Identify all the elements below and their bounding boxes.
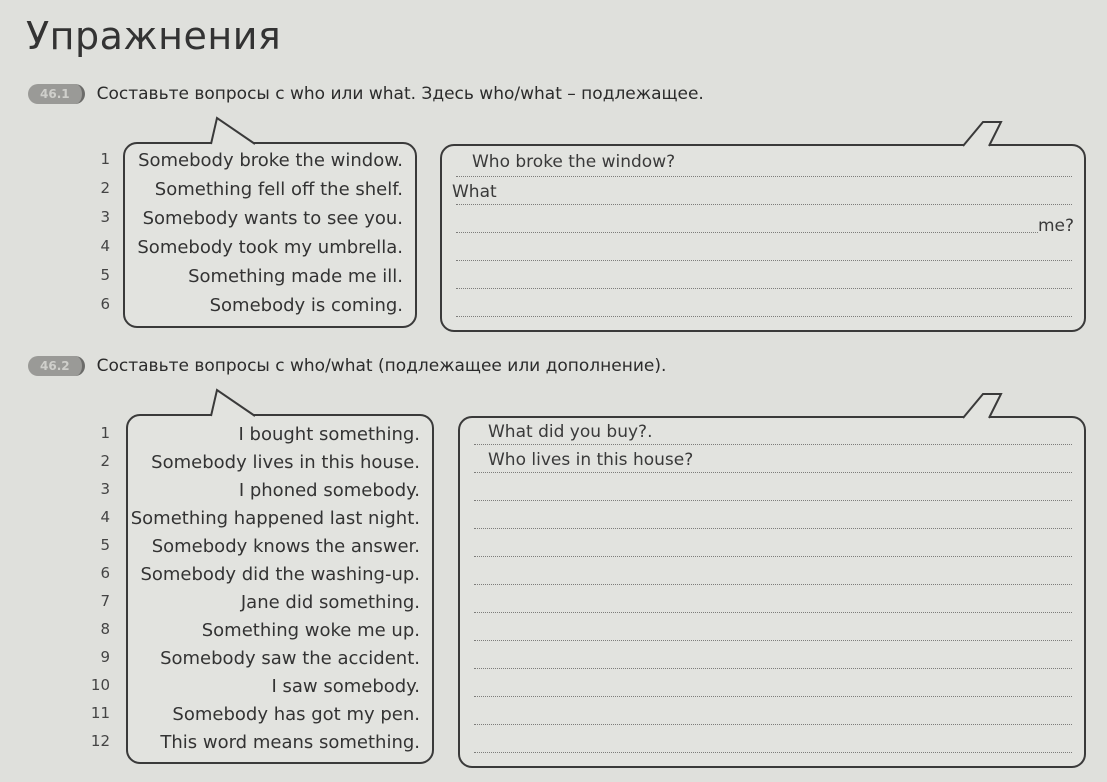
- answer-text: me?: [1038, 216, 1078, 236]
- answer-line[interactable]: [456, 176, 1072, 177]
- sentence: This word means something.: [160, 732, 420, 753]
- exercise-1-header: [28, 80, 704, 108]
- sentence: I bought something.: [238, 424, 420, 445]
- item-number: 2: [100, 179, 110, 197]
- exercise-2-answer-bubble: [458, 416, 1086, 768]
- answer-text: Who lives in this house?: [488, 450, 697, 470]
- item-number: 3: [100, 208, 110, 226]
- sentence: Somebody broke the window.: [138, 150, 403, 171]
- item-number: 4: [100, 508, 110, 526]
- sentence: Something woke me up.: [201, 620, 420, 641]
- sentence: I saw somebody.: [271, 676, 420, 697]
- item-number: 9: [100, 648, 110, 666]
- item-number: 8: [100, 620, 110, 638]
- answer-line[interactable]: [474, 472, 1072, 473]
- exercise-2-badge: 46.2: [28, 356, 85, 376]
- item-number: 5: [100, 266, 110, 284]
- exercise-2-header: [28, 352, 666, 380]
- speech-tail-icon: [955, 388, 1005, 420]
- sentence: Something made me ill.: [188, 266, 403, 287]
- answer-line[interactable]: [474, 612, 1072, 613]
- answer-line[interactable]: [456, 232, 1072, 233]
- sentence: Jane did something.: [240, 592, 420, 613]
- answer-line[interactable]: [456, 260, 1072, 261]
- item-number: 10: [90, 676, 110, 694]
- answer-line[interactable]: [474, 584, 1072, 585]
- answer-line[interactable]: [474, 444, 1072, 445]
- answer-text: Who broke the window?: [472, 152, 679, 172]
- answer-text: What did you buy?.: [488, 422, 656, 442]
- item-number: 6: [100, 564, 110, 582]
- sentence: Somebody is coming.: [209, 295, 403, 316]
- exercise-1-badge: 46.1: [28, 84, 85, 104]
- exercise-1-answer-bubble: [440, 144, 1086, 332]
- answer-line[interactable]: [456, 316, 1072, 317]
- sentence: Somebody lives in this house.: [151, 452, 420, 473]
- sentence: Something happened last night.: [130, 508, 420, 529]
- sentence: Somebody did the washing-up.: [140, 564, 420, 585]
- sentence: Somebody knows the answer.: [151, 536, 420, 557]
- answer-line[interactable]: [474, 640, 1072, 641]
- exercise-2-sentence-bubble: [126, 414, 434, 764]
- item-number: 1: [100, 424, 110, 442]
- sentence: Somebody has got my pen.: [172, 704, 420, 725]
- item-number: 1: [100, 150, 110, 168]
- exercise-1-sentence-bubble: [123, 142, 417, 328]
- speech-tail-icon: [205, 112, 265, 146]
- item-number: 4: [100, 237, 110, 255]
- item-number: 5: [100, 536, 110, 554]
- item-number: 11: [90, 704, 110, 722]
- speech-tail-icon: [955, 116, 1005, 148]
- answer-text: What: [452, 182, 501, 202]
- exercise-1-instruction: Составьте вопросы с who или what. Здесь who/what – подлежащее.: [96, 84, 704, 104]
- item-number: 2: [100, 452, 110, 470]
- answer-line[interactable]: [474, 500, 1072, 501]
- answer-line[interactable]: [474, 668, 1072, 669]
- sentence: Something fell off the shelf.: [154, 179, 403, 200]
- item-number: 12: [90, 732, 110, 750]
- answer-line[interactable]: [474, 696, 1072, 697]
- answer-line[interactable]: [474, 556, 1072, 557]
- answer-line[interactable]: [456, 288, 1072, 289]
- item-number: 7: [100, 592, 110, 610]
- exercise-2-instruction: Составьте вопросы с who/what (подлежащее или дополнение).: [96, 356, 667, 376]
- answer-line[interactable]: [474, 528, 1072, 529]
- page-title: Упражнения: [26, 14, 282, 58]
- sentence: Somebody saw the accident.: [160, 648, 420, 669]
- answer-line[interactable]: [456, 204, 1072, 205]
- item-number: 6: [100, 295, 110, 313]
- speech-tail-icon: [205, 384, 265, 418]
- answer-line[interactable]: [474, 724, 1072, 725]
- item-number: 3: [100, 480, 110, 498]
- sentence: Somebody took my umbrella.: [137, 237, 403, 258]
- sentence: I phoned somebody.: [238, 480, 420, 501]
- answer-line[interactable]: [474, 752, 1072, 753]
- sentence: Somebody wants to see you.: [142, 208, 403, 229]
